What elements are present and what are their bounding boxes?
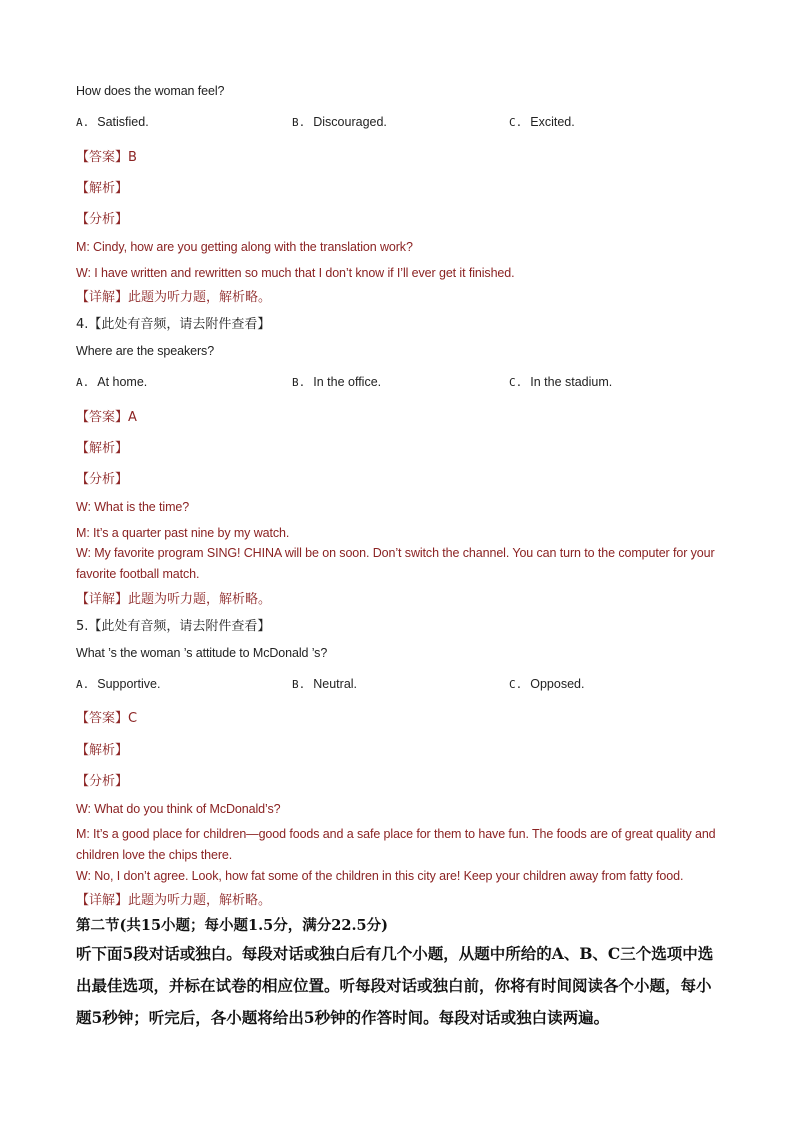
q3-option-a-text: Satisfied. bbox=[97, 115, 149, 129]
q5-answer: 【答案】C bbox=[76, 711, 138, 726]
q3-question: How does the woman feel? bbox=[76, 84, 225, 98]
q4-option-a-text: At home. bbox=[97, 375, 148, 389]
q3-option-c-text: Excited. bbox=[530, 115, 575, 129]
q4-option-b bbox=[292, 375, 381, 389]
q5-option-b-text: Neutral. bbox=[313, 677, 358, 691]
q3-option-c bbox=[509, 115, 575, 129]
q5-dialogue-line-2: M: It’s a good place for children—good foods and a safe place for them to have fun. The foods are of great quality and children love the chips there. bbox=[76, 827, 716, 862]
q5-option-c-text: Opposed. bbox=[530, 677, 585, 691]
q5-option-c bbox=[509, 677, 584, 691]
q5-question: What ’s the woman ’s attitude to McDonald ’s? bbox=[76, 646, 328, 660]
q5-header: 5.【此处有音频，请去附件查看】 bbox=[76, 619, 271, 634]
q4-breakdown-label: 【分析】 bbox=[76, 472, 129, 487]
q4-option-b-text: In the office. bbox=[313, 375, 382, 389]
q4-option-b-letter: B. bbox=[292, 376, 306, 389]
q4-option-a-letter: A. bbox=[76, 376, 90, 389]
q4-option-c bbox=[509, 375, 612, 389]
q3-option-a bbox=[76, 115, 149, 129]
q4-dialogue-line-1: W: What is the time? bbox=[76, 500, 190, 514]
q5-breakdown-label: 【分析】 bbox=[76, 774, 129, 789]
q3-option-a-letter: A. bbox=[76, 116, 90, 129]
q3-dialogue-line-1: M: Cindy, how are you getting along with the translation work? bbox=[76, 240, 413, 254]
q3-option-c-letter: C. bbox=[509, 116, 523, 129]
q4-header: 4.【此处有音频，请去附件查看】 bbox=[76, 317, 271, 332]
section-2-title: 第二节(共15小题；每小题1.5分，满分22.5分) bbox=[76, 917, 388, 934]
q5-option-a-letter: A. bbox=[76, 678, 90, 691]
q4-answer: 【答案】A bbox=[76, 410, 137, 425]
q3-dialogue-line-2: W: I have written and rewritten so much that I don’t know if I’ll ever get it finished. bbox=[76, 266, 515, 280]
q5-option-a-text: Supportive. bbox=[97, 677, 161, 691]
q4-analysis-label: 【解析】 bbox=[76, 441, 129, 456]
q3-option-b-letter: B. bbox=[292, 116, 306, 129]
section-2-instructions: 听下面5段对话或独白。每段对话或独白后有几个小题，从题中所给的A、B、C三个选项中选出最佳选项，并标在试卷的相应位置。听每段对话或独白前，你将有时间阅读各个小题，每小题5秒钟；听完后，各小题将给出5秒钟的作答时间。每段对话或独白读两遍。 bbox=[76, 944, 714, 1027]
q5-analysis-label: 【解析】 bbox=[76, 743, 129, 758]
q4-option-c-text: In the stadium. bbox=[530, 375, 613, 389]
q3-analysis-label: 【解析】 bbox=[76, 181, 129, 196]
q3-option-b-text: Discouraged. bbox=[313, 115, 387, 129]
q4-detail: 【详解】此题为听力题，解析略。 bbox=[76, 592, 272, 607]
q5-option-b-letter: B. bbox=[292, 678, 306, 691]
q5-dialogue-line-1: W: What do you think of McDonald’s? bbox=[76, 802, 281, 816]
q3-detail: 【详解】此题为听力题，解析略。 bbox=[76, 290, 272, 305]
q5-option-b bbox=[292, 677, 357, 691]
q4-dialogue-line-3: W: My favorite program SING! CHINA will be on soon. Don’t switch the channel. You can turn to the computer for your favorite football match. bbox=[76, 546, 715, 581]
q5-dialogue-line-3: W: No, I don’t agree. Look, how fat some of the children in this city are! Keep your children away from fatty food. bbox=[76, 869, 684, 883]
q4-question: Where are the speakers? bbox=[76, 344, 215, 358]
q4-dialogue-line-2: M: It’s a quarter past nine by my watch. bbox=[76, 526, 290, 540]
q5-detail: 【详解】此题为听力题，解析略。 bbox=[76, 893, 272, 908]
q3-answer: 【答案】B bbox=[76, 150, 137, 165]
q3-option-b bbox=[292, 115, 387, 129]
q3-breakdown-label: 【分析】 bbox=[76, 212, 129, 227]
q4-option-a bbox=[76, 375, 147, 389]
q5-option-c-letter: C. bbox=[509, 678, 523, 691]
q4-option-c-letter: C. bbox=[509, 376, 523, 389]
q5-option-a bbox=[76, 677, 160, 691]
